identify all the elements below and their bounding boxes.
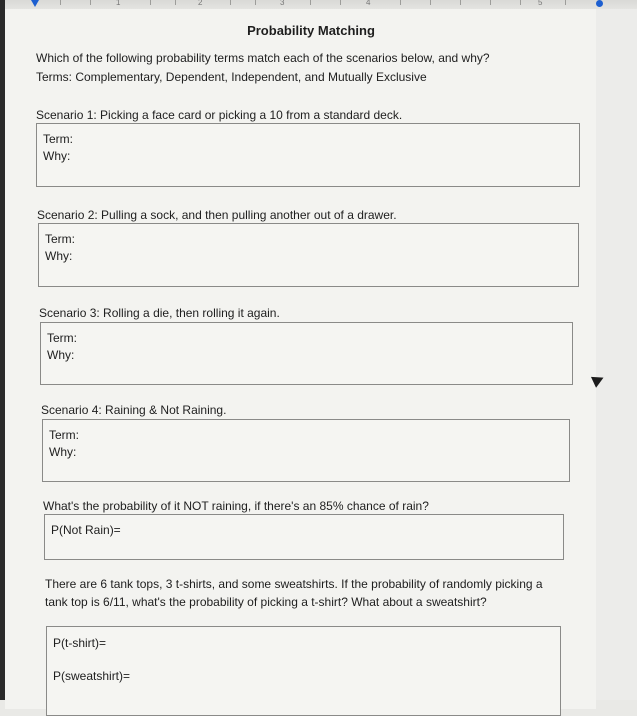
intro-terms: Terms: Complementary, Dependent, Independent, and Mutually Exclusive (36, 70, 427, 84)
term-label: Term: (49, 428, 79, 442)
right-margin (596, 9, 637, 700)
ruler-tick (520, 0, 521, 5)
scenario-4-answer-box[interactable] (42, 419, 570, 482)
scenario-3-label: Scenario 3: Rolling a die, then rolling it again. (39, 306, 280, 320)
ruler-tick (150, 0, 151, 5)
term-label: Term: (43, 132, 73, 146)
right-indent-marker[interactable] (596, 0, 603, 7)
ruler-tick (340, 0, 341, 5)
not-raining-answer-box[interactable] (44, 514, 564, 560)
ruler-number: 3 (280, 0, 285, 7)
term-label: Term: (47, 331, 77, 345)
document-page (5, 9, 596, 709)
ruler-number: 5 (538, 0, 543, 7)
why-label: Why: (45, 249, 73, 263)
scenario-4-label: Scenario 4: Raining & Not Raining. (41, 403, 227, 417)
ruler-tick (400, 0, 401, 5)
why-label: Why: (49, 445, 77, 459)
why-label: Why: (47, 348, 75, 362)
term-label: Term: (45, 232, 75, 246)
ruler-tick (175, 0, 176, 5)
ruler-tick (460, 0, 461, 5)
ruler-tick (490, 0, 491, 5)
clothing-question-line-1: There are 6 tank tops, 3 t-shirts, and some sweatshirts. If the probability of randomly picking a (45, 577, 543, 591)
ruler-number: 4 (366, 0, 371, 7)
ruler-tick (565, 0, 566, 5)
clothing-question-line-2: tank top is 6/11, what's the probability of picking a t-shirt? What about a sweatshirt? (45, 595, 487, 609)
ruler-tick (310, 0, 311, 5)
scenario-2-label: Scenario 2: Pulling a sock, and then pulling another out of a drawer. (37, 208, 397, 222)
ruler-number: 2 (198, 0, 203, 7)
ruler-tick (430, 0, 431, 5)
scenario-3-answer-box[interactable] (40, 322, 573, 385)
page-title: Probability Matching (247, 23, 375, 38)
p-sweatshirt-label: P(sweatshirt)= (53, 669, 131, 683)
ruler-number: 1 (116, 0, 121, 7)
scenario-1-label: Scenario 1: Picking a face card or picking a 10 from a standard deck. (36, 108, 403, 122)
ruler-tick (230, 0, 231, 5)
clothing-answer-box[interactable] (46, 626, 561, 716)
scenario-2-answer-box[interactable] (38, 223, 579, 287)
scenario-1-answer-box[interactable] (36, 123, 580, 187)
ruler-tick (90, 0, 91, 5)
intro-question: Which of the following probability terms match each of the scenarios below, and why? (36, 51, 490, 65)
ruler-tick (255, 0, 256, 5)
p-not-rain-label: P(Not Rain)= (51, 523, 121, 537)
p-tshirt-label: P(t-shirt)= (53, 636, 107, 650)
ruler-tick (60, 0, 61, 5)
why-label: Why: (43, 149, 71, 163)
left-indent-marker[interactable] (31, 0, 39, 7)
not-raining-question: What's the probability of it NOT raining, if there's an 85% chance of rain? (43, 499, 429, 513)
